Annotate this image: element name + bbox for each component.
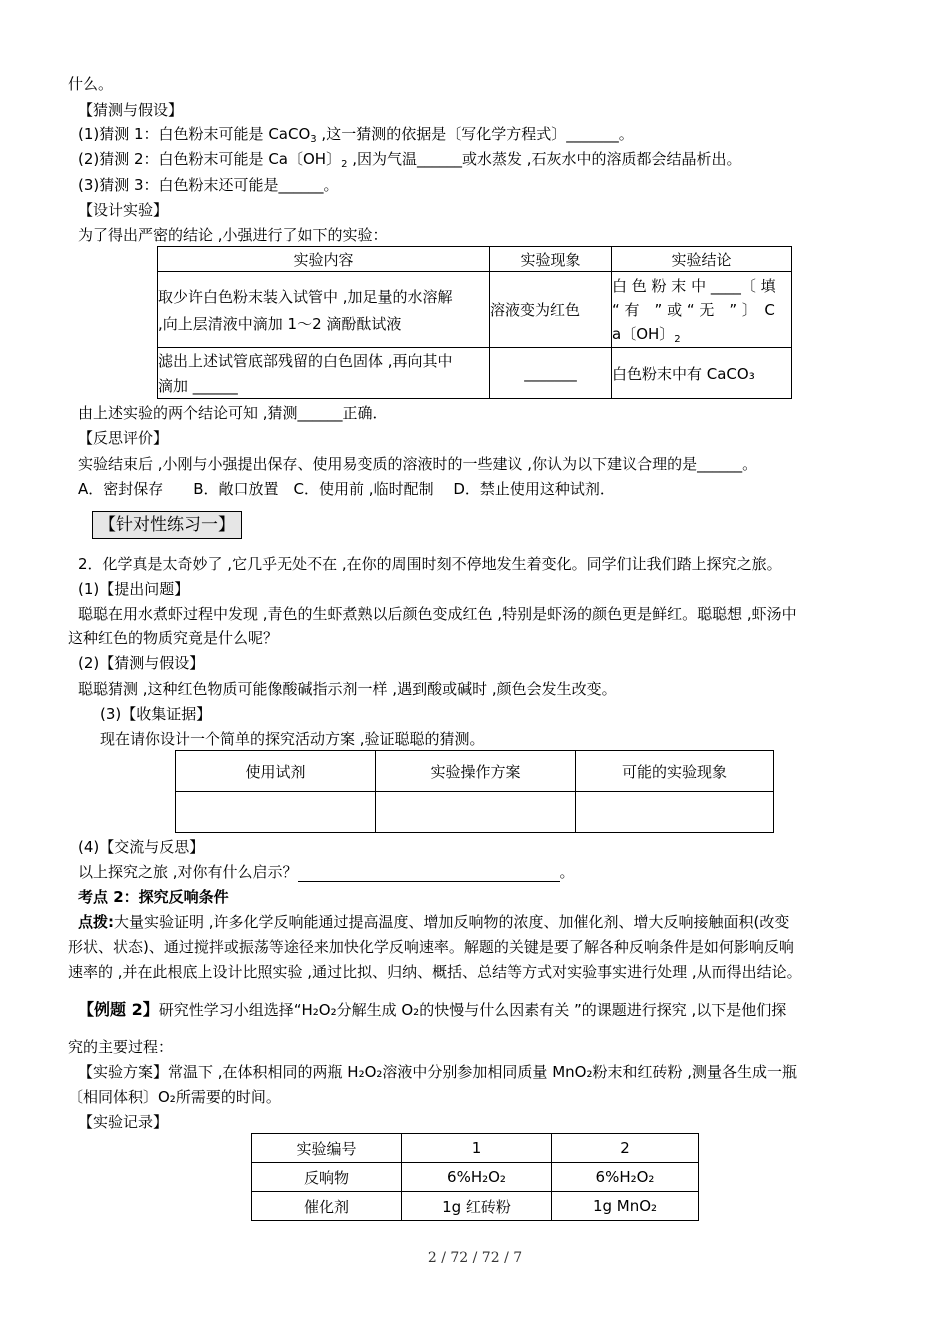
- practice-heading: 【针对性练习一】: [92, 511, 242, 539]
- text-line: 【实验方案】常温下 ,在体积相同的两瓶 H₂O₂溶液中分别参加相同质量 MnO₂粉末和红砖粉 ,测量各生成一瓶: [78, 1063, 797, 1081]
- topic-heading: 考点 2：探究反响条件: [78, 888, 229, 906]
- section-heading: 【设计实验】: [78, 201, 169, 219]
- table-cell: 6%H₂O₂: [402, 1163, 552, 1192]
- text-line: (3)【收集证据】: [100, 705, 212, 723]
- table-header: 使用试剂: [176, 751, 376, 792]
- table-header: 实验操作方案: [376, 751, 576, 792]
- table-cell: 溶液变为红色: [490, 272, 612, 348]
- text-line: 速率的 ,并在此根底上设计比照实验 ,通过比拟、归纳、概括、总结等方式对实验事实进行处理 ,从而得出结论。: [68, 963, 802, 981]
- table-cell: 催化剂: [252, 1192, 402, 1221]
- table-cell: 白色粉末中有 CaCO₃: [612, 348, 792, 399]
- text-line: 聪聪猜测 ,这种红色物质可能像酸碱指示剂一样 ,遇到酸或碱时 ,颜色会发生改变。: [78, 680, 617, 698]
- section-heading: 【猜测与假设】: [78, 101, 184, 119]
- table-header: 实验现象: [490, 247, 612, 272]
- text-line: 以上探究之旅 ,对你有什么启示？ 。: [78, 863, 575, 881]
- text-line: 点拨:大量实验证明 ,许多化学反响能通过提高温度、增加反响物的浓度、加催化剂、增大反响接触面积(改变: [78, 913, 790, 931]
- table-cell: 1g MnO₂: [552, 1192, 699, 1221]
- table-cell[interactable]: [376, 792, 576, 833]
- text-line: 形状、状态)、通过搅拌或振荡等途径来加快化学反响速率。解题的关键是要了解各种反响条件是如何影响反响: [68, 938, 794, 956]
- table-cell[interactable]: [576, 792, 774, 833]
- table-cell: 取少许白色粉末装入试管中 ,加足量的水溶解 ,向上层清液中滴加 1～2 滴酚酞试液: [158, 272, 490, 348]
- text-line: 什么。: [68, 75, 114, 93]
- text-line: (2)【猜测与假设】: [78, 654, 205, 672]
- text-line: 〔相同体积〕O₂所需要的时间。: [68, 1088, 281, 1106]
- page-footer: 2 / 72 / 72 / 7: [427, 1250, 523, 1266]
- table-cell: 白 色 粉 末 中 ____〔 填 “ 有 ” 或 “ 无 ” 〕 C a〔OH〕$_2$: [612, 272, 792, 348]
- text-line: 实验结束后 ,小刚与小强提出保存、使用易变质的溶液时的一些建议 ,你认为以下建议合理的是______。: [78, 455, 758, 473]
- text-line: 【例题 2】研究性学习小组选择“H₂O₂分解生成 O₂的快慢与什么因素有关 ”的课题进行探究 ,以下是他们探: [78, 1000, 787, 1019]
- text-line: (1)猜测 1：白色粉末可能是 CaCO$_3$ ,这一猜测的依据是〔写化学方程式〕_______。: [78, 125, 634, 145]
- table-cell: 反响物: [252, 1163, 402, 1192]
- record-table: [251, 1133, 699, 1221]
- table-header: 可能的实验现象: [576, 751, 774, 792]
- text-line: (2)猜测 2：白色粉末可能是 Ca〔OH〕$_2$ ,因为气温______或水蒸发 ,石灰水中的溶质都会结晶析出。: [78, 150, 742, 170]
- table-header: 实验内容: [158, 247, 490, 272]
- table-cell: 滤出上述试管底部残留的白色固体 ,再向其中 滴加 ______: [158, 348, 490, 399]
- table-cell[interactable]: [176, 792, 376, 833]
- text-line: (1)【提出问题】: [78, 580, 190, 598]
- table-header: 2: [552, 1134, 699, 1163]
- experiment-table: [157, 246, 792, 399]
- table-header: 实验编号: [252, 1134, 402, 1163]
- answer-blank[interactable]: [298, 865, 560, 882]
- text-line: 为了得出严密的结论 ,小强进行了如下的实验：: [78, 226, 388, 244]
- text-line: 现在请你设计一个简单的探究活动方案 ,验证聪聪的猜测。: [100, 730, 485, 748]
- text-line: 由上述实验的两个结论可知 ,猜测______正确．: [78, 404, 388, 422]
- text-line: (3)猜测 3：白色粉末还可能是______。: [78, 176, 339, 194]
- table-cell: 6%H₂O₂: [552, 1163, 699, 1192]
- answer-options: A．密封保存 B．敞口放置 C．使用前 ,临时配制 D．禁止使用这种试剂．: [78, 480, 615, 498]
- table-header: 实验结论: [612, 247, 792, 272]
- section-heading: 【反思评价】: [78, 429, 169, 447]
- plan-table: [175, 750, 774, 833]
- section-heading: 【实验记录】: [78, 1113, 169, 1131]
- table-cell: _______: [490, 348, 612, 399]
- text-line: 究的主要过程：: [68, 1038, 174, 1056]
- text-line: (4)【交流与反思】: [78, 838, 205, 856]
- text-line: 2．化学真是太奇妙了 ,它几乎无处不在 ,在你的周围时刻不停地发生着变化。同学们让我们踏上探究之旅。: [78, 555, 782, 573]
- table-cell: 1g 红砖粉: [402, 1192, 552, 1221]
- text-line: 这种红色的物质究竟是什么呢？: [68, 629, 279, 647]
- table-header: 1: [402, 1134, 552, 1163]
- text-line: 聪聪在用水煮虾过程中发现 ,青色的生虾煮熟以后颜色变成红色 ,特别是虾汤的颜色更是鲜红。聪聪想 ,虾汤中: [78, 605, 797, 623]
